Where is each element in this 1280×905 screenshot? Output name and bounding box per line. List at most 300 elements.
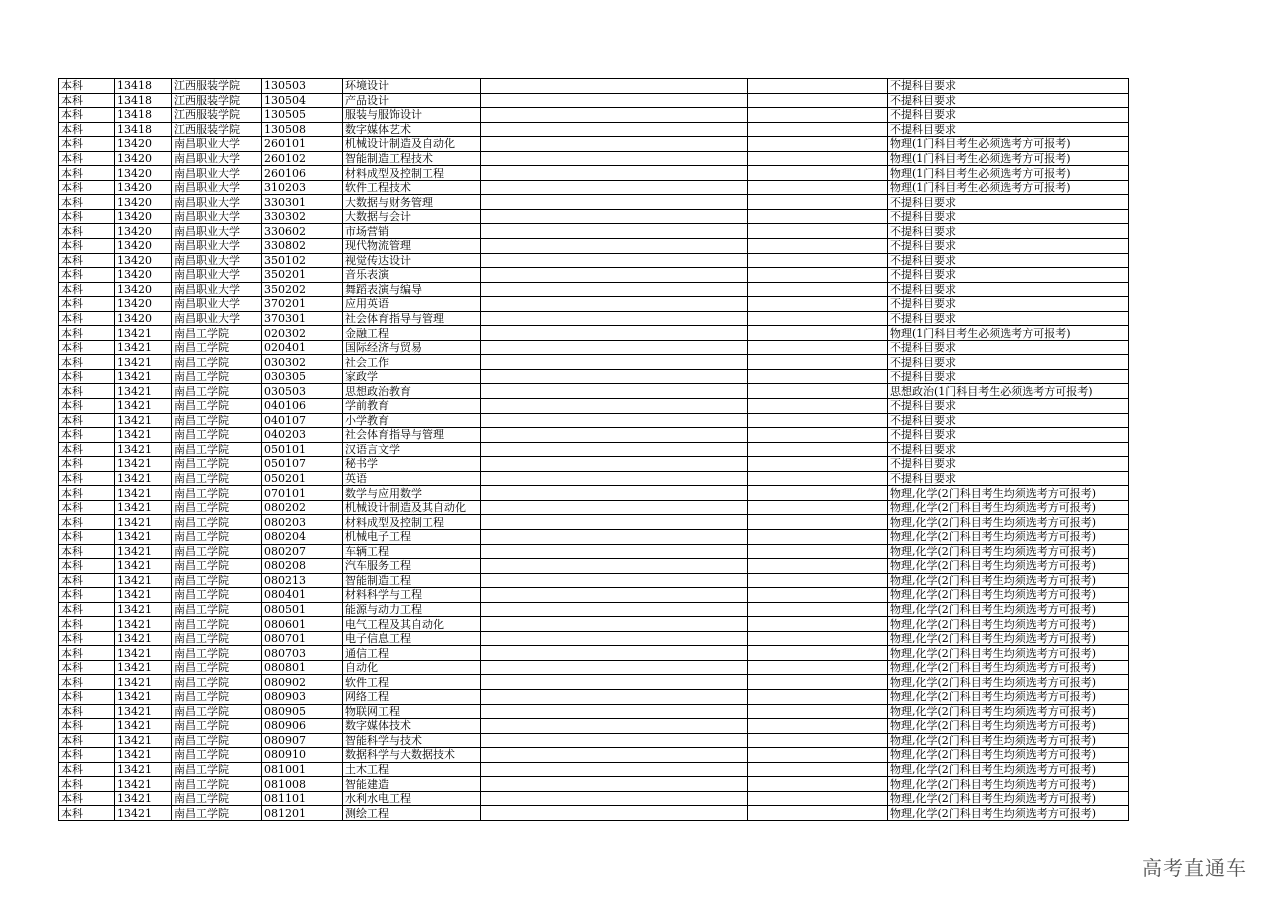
table-row bbox=[59, 777, 1129, 792]
note-cell bbox=[481, 733, 748, 748]
school-code-cell: 13421 bbox=[115, 384, 172, 399]
major-name-cell: 物联网工程 bbox=[343, 704, 481, 719]
major-code-cell: 081001 bbox=[262, 762, 343, 777]
note-cell bbox=[481, 486, 748, 501]
table-row bbox=[59, 399, 1129, 414]
major-code-cell: 080903 bbox=[262, 689, 343, 704]
school-code-cell: 13420 bbox=[115, 297, 172, 312]
remark-cell bbox=[748, 471, 888, 486]
school-code-cell: 13420 bbox=[115, 195, 172, 210]
major-code-cell: 040107 bbox=[262, 413, 343, 428]
subject-requirement-cell: 物理,化学(2门科目考生均须选考方可报考) bbox=[888, 806, 1129, 821]
table-row bbox=[59, 719, 1129, 734]
table-row bbox=[59, 442, 1129, 457]
school-name-cell: 南昌工学院 bbox=[172, 340, 262, 355]
major-name-cell: 服装与服饰设计 bbox=[343, 108, 481, 123]
school-name-cell: 南昌工学院 bbox=[172, 413, 262, 428]
table-row bbox=[59, 151, 1129, 166]
table-row bbox=[59, 79, 1129, 94]
school-code-cell: 13421 bbox=[115, 355, 172, 370]
school-code-cell: 13420 bbox=[115, 282, 172, 297]
major-name-cell: 社会体育指导与管理 bbox=[343, 428, 481, 443]
subject-requirement-cell: 物理,化学(2门科目考生均须选考方可报考) bbox=[888, 719, 1129, 734]
school-name-cell: 南昌职业大学 bbox=[172, 209, 262, 224]
major-code-cell: 330602 bbox=[262, 224, 343, 239]
major-name-cell: 机械设计制造及其自动化 bbox=[343, 500, 481, 515]
school-code-cell: 13421 bbox=[115, 719, 172, 734]
major-name-cell: 智能建造 bbox=[343, 777, 481, 792]
subject-requirement-cell: 物理,化学(2门科目考生均须选考方可报考) bbox=[888, 573, 1129, 588]
school-code-cell: 13420 bbox=[115, 239, 172, 254]
note-cell bbox=[481, 457, 748, 472]
school-code-cell: 13420 bbox=[115, 166, 172, 181]
school-code-cell: 13421 bbox=[115, 748, 172, 763]
school-code-cell: 13421 bbox=[115, 675, 172, 690]
major-name-cell: 材料科学与工程 bbox=[343, 588, 481, 603]
major-name-cell: 汉语言文学 bbox=[343, 442, 481, 457]
note-cell bbox=[481, 166, 748, 181]
school-name-cell: 南昌工学院 bbox=[172, 529, 262, 544]
note-cell bbox=[481, 500, 748, 515]
school-code-cell: 13421 bbox=[115, 602, 172, 617]
school-name-cell: 南昌工学院 bbox=[172, 369, 262, 384]
level-cell: 本科 bbox=[59, 733, 115, 748]
note-cell bbox=[481, 646, 748, 661]
table-row bbox=[59, 573, 1129, 588]
level-cell: 本科 bbox=[59, 471, 115, 486]
school-name-cell: 南昌工学院 bbox=[172, 500, 262, 515]
major-name-cell: 电气工程及其自动化 bbox=[343, 617, 481, 632]
level-cell: 本科 bbox=[59, 748, 115, 763]
remark-cell bbox=[748, 297, 888, 312]
school-name-cell: 南昌工学院 bbox=[172, 559, 262, 574]
level-cell: 本科 bbox=[59, 180, 115, 195]
major-code-cell: 080601 bbox=[262, 617, 343, 632]
remark-cell bbox=[748, 355, 888, 370]
table-row bbox=[59, 355, 1129, 370]
school-name-cell: 南昌工学院 bbox=[172, 355, 262, 370]
remark-cell bbox=[748, 777, 888, 792]
major-name-cell: 材料成型及控制工程 bbox=[343, 515, 481, 530]
school-code-cell: 13421 bbox=[115, 486, 172, 501]
major-name-cell: 软件工程 bbox=[343, 675, 481, 690]
table-row bbox=[59, 806, 1129, 821]
major-code-cell: 080902 bbox=[262, 675, 343, 690]
subject-requirement-cell: 物理,化学(2门科目考生均须选考方可报考) bbox=[888, 675, 1129, 690]
level-cell: 本科 bbox=[59, 428, 115, 443]
note-cell bbox=[481, 282, 748, 297]
major-name-cell: 市场营销 bbox=[343, 224, 481, 239]
major-name-cell: 汽车服务工程 bbox=[343, 559, 481, 574]
subject-requirement-cell: 不提科目要求 bbox=[888, 340, 1129, 355]
remark-cell bbox=[748, 733, 888, 748]
subject-requirement-cell: 物理,化学(2门科目考生均须选考方可报考) bbox=[888, 660, 1129, 675]
major-name-cell: 大数据与财务管理 bbox=[343, 195, 481, 210]
school-code-cell: 13421 bbox=[115, 326, 172, 341]
note-cell bbox=[481, 617, 748, 632]
level-cell: 本科 bbox=[59, 631, 115, 646]
major-code-cell: 080204 bbox=[262, 529, 343, 544]
level-cell: 本科 bbox=[59, 791, 115, 806]
major-name-cell: 通信工程 bbox=[343, 646, 481, 661]
major-name-cell: 能源与动力工程 bbox=[343, 602, 481, 617]
remark-cell bbox=[748, 137, 888, 152]
note-cell bbox=[481, 748, 748, 763]
school-name-cell: 南昌工学院 bbox=[172, 457, 262, 472]
table-row bbox=[59, 602, 1129, 617]
major-name-cell: 大数据与会计 bbox=[343, 209, 481, 224]
subject-requirement-cell: 物理,化学(2门科目考生均须选考方可报考) bbox=[888, 544, 1129, 559]
level-cell: 本科 bbox=[59, 239, 115, 254]
major-name-cell: 数字媒体艺术 bbox=[343, 122, 481, 137]
level-cell: 本科 bbox=[59, 108, 115, 123]
school-name-cell: 南昌职业大学 bbox=[172, 239, 262, 254]
table-row bbox=[59, 268, 1129, 283]
major-name-cell: 智能制造工程 bbox=[343, 573, 481, 588]
school-name-cell: 南昌工学院 bbox=[172, 602, 262, 617]
major-name-cell: 电子信息工程 bbox=[343, 631, 481, 646]
level-cell: 本科 bbox=[59, 529, 115, 544]
school-code-cell: 13421 bbox=[115, 791, 172, 806]
table-row bbox=[59, 413, 1129, 428]
school-name-cell: 南昌工学院 bbox=[172, 704, 262, 719]
school-code-cell: 13418 bbox=[115, 108, 172, 123]
table-row bbox=[59, 559, 1129, 574]
major-code-cell: 080907 bbox=[262, 733, 343, 748]
level-cell: 本科 bbox=[59, 137, 115, 152]
level-cell: 本科 bbox=[59, 544, 115, 559]
subject-requirement-cell: 物理,化学(2门科目考生均须选考方可报考) bbox=[888, 500, 1129, 515]
subject-requirement-cell: 物理,化学(2门科目考生均须选考方可报考) bbox=[888, 646, 1129, 661]
school-name-cell: 南昌工学院 bbox=[172, 573, 262, 588]
school-code-cell: 13421 bbox=[115, 646, 172, 661]
note-cell bbox=[481, 311, 748, 326]
major-code-cell: 080202 bbox=[262, 500, 343, 515]
note-cell bbox=[481, 719, 748, 734]
major-name-cell: 车辆工程 bbox=[343, 544, 481, 559]
school-code-cell: 13421 bbox=[115, 617, 172, 632]
school-code-cell: 13420 bbox=[115, 180, 172, 195]
remark-cell bbox=[748, 442, 888, 457]
major-code-cell: 330302 bbox=[262, 209, 343, 224]
table-row bbox=[59, 326, 1129, 341]
note-cell bbox=[481, 151, 748, 166]
note-cell bbox=[481, 762, 748, 777]
level-cell: 本科 bbox=[59, 340, 115, 355]
major-name-cell: 国际经济与贸易 bbox=[343, 340, 481, 355]
school-name-cell: 南昌工学院 bbox=[172, 326, 262, 341]
level-cell: 本科 bbox=[59, 282, 115, 297]
major-name-cell: 水利水电工程 bbox=[343, 791, 481, 806]
table-row bbox=[59, 108, 1129, 123]
table-row bbox=[59, 122, 1129, 137]
major-code-cell: 030503 bbox=[262, 384, 343, 399]
level-cell: 本科 bbox=[59, 573, 115, 588]
remark-cell bbox=[748, 268, 888, 283]
major-name-cell: 小学教育 bbox=[343, 413, 481, 428]
note-cell bbox=[481, 355, 748, 370]
remark-cell bbox=[748, 311, 888, 326]
school-code-cell: 13420 bbox=[115, 224, 172, 239]
level-cell: 本科 bbox=[59, 500, 115, 515]
table-row bbox=[59, 675, 1129, 690]
school-code-cell: 13421 bbox=[115, 442, 172, 457]
subject-requirement-cell: 不提科目要求 bbox=[888, 311, 1129, 326]
subject-requirement-cell: 物理,化学(2门科目考生均须选考方可报考) bbox=[888, 486, 1129, 501]
subject-requirement-cell: 不提科目要求 bbox=[888, 457, 1129, 472]
remark-cell bbox=[748, 791, 888, 806]
note-cell bbox=[481, 515, 748, 530]
school-name-cell: 南昌工学院 bbox=[172, 515, 262, 530]
table-row bbox=[59, 529, 1129, 544]
school-name-cell: 南昌职业大学 bbox=[172, 151, 262, 166]
table-row bbox=[59, 93, 1129, 108]
major-name-cell: 家政学 bbox=[343, 369, 481, 384]
major-code-cell: 260102 bbox=[262, 151, 343, 166]
level-cell: 本科 bbox=[59, 399, 115, 414]
school-name-cell: 南昌职业大学 bbox=[172, 268, 262, 283]
subject-requirements-table bbox=[58, 78, 1129, 821]
remark-cell bbox=[748, 413, 888, 428]
table-row bbox=[59, 588, 1129, 603]
major-name-cell: 土木工程 bbox=[343, 762, 481, 777]
note-cell bbox=[481, 573, 748, 588]
table-row bbox=[59, 384, 1129, 399]
school-code-cell: 13421 bbox=[115, 631, 172, 646]
remark-cell bbox=[748, 195, 888, 210]
major-name-cell: 思想政治教育 bbox=[343, 384, 481, 399]
subject-requirement-cell: 物理,化学(2门科目考生均须选考方可报考) bbox=[888, 515, 1129, 530]
school-code-cell: 13418 bbox=[115, 79, 172, 94]
major-code-cell: 040203 bbox=[262, 428, 343, 443]
subject-requirement-cell: 物理(1门科目考生必须选考方可报考) bbox=[888, 137, 1129, 152]
school-code-cell: 13420 bbox=[115, 209, 172, 224]
note-cell bbox=[481, 806, 748, 821]
major-code-cell: 080701 bbox=[262, 631, 343, 646]
level-cell: 本科 bbox=[59, 486, 115, 501]
school-code-cell: 13421 bbox=[115, 457, 172, 472]
major-code-cell: 050201 bbox=[262, 471, 343, 486]
subject-requirement-cell: 不提科目要求 bbox=[888, 282, 1129, 297]
level-cell: 本科 bbox=[59, 515, 115, 530]
table-row bbox=[59, 180, 1129, 195]
note-cell bbox=[481, 442, 748, 457]
subject-requirement-cell: 不提科目要求 bbox=[888, 93, 1129, 108]
school-code-cell: 13421 bbox=[115, 689, 172, 704]
major-name-cell: 环境设计 bbox=[343, 79, 481, 94]
note-cell bbox=[481, 791, 748, 806]
major-code-cell: 080208 bbox=[262, 559, 343, 574]
table-row bbox=[59, 457, 1129, 472]
subject-requirement-cell: 不提科目要求 bbox=[888, 442, 1129, 457]
subject-requirement-cell: 物理,化学(2门科目考生均须选考方可报考) bbox=[888, 748, 1129, 763]
note-cell bbox=[481, 399, 748, 414]
table-row bbox=[59, 253, 1129, 268]
subject-requirement-cell: 不提科目要求 bbox=[888, 268, 1129, 283]
level-cell: 本科 bbox=[59, 413, 115, 428]
school-code-cell: 13421 bbox=[115, 588, 172, 603]
major-code-cell: 050107 bbox=[262, 457, 343, 472]
subject-requirement-cell: 不提科目要求 bbox=[888, 122, 1129, 137]
major-code-cell: 080905 bbox=[262, 704, 343, 719]
school-code-cell: 13421 bbox=[115, 515, 172, 530]
remark-cell bbox=[748, 239, 888, 254]
major-code-cell: 081101 bbox=[262, 791, 343, 806]
level-cell: 本科 bbox=[59, 93, 115, 108]
remark-cell bbox=[748, 559, 888, 574]
school-name-cell: 南昌工学院 bbox=[172, 588, 262, 603]
subject-requirement-cell: 物理,化学(2门科目考生均须选考方可报考) bbox=[888, 631, 1129, 646]
remark-cell bbox=[748, 529, 888, 544]
table-row bbox=[59, 209, 1129, 224]
remark-cell bbox=[748, 457, 888, 472]
remark-cell bbox=[748, 675, 888, 690]
school-code-cell: 13421 bbox=[115, 399, 172, 414]
school-code-cell: 13421 bbox=[115, 573, 172, 588]
school-name-cell: 南昌职业大学 bbox=[172, 253, 262, 268]
remark-cell bbox=[748, 602, 888, 617]
note-cell bbox=[481, 180, 748, 195]
major-name-cell: 社会体育指导与管理 bbox=[343, 311, 481, 326]
major-name-cell: 音乐表演 bbox=[343, 268, 481, 283]
major-name-cell: 智能制造工程技术 bbox=[343, 151, 481, 166]
major-code-cell: 310203 bbox=[262, 180, 343, 195]
major-code-cell: 330802 bbox=[262, 239, 343, 254]
table-row bbox=[59, 500, 1129, 515]
school-code-cell: 13421 bbox=[115, 704, 172, 719]
note-cell bbox=[481, 340, 748, 355]
table-row bbox=[59, 340, 1129, 355]
school-name-cell: 南昌工学院 bbox=[172, 733, 262, 748]
major-code-cell: 040106 bbox=[262, 399, 343, 414]
table-row bbox=[59, 239, 1129, 254]
school-name-cell: 南昌职业大学 bbox=[172, 311, 262, 326]
major-code-cell: 081008 bbox=[262, 777, 343, 792]
school-name-cell: 南昌工学院 bbox=[172, 806, 262, 821]
school-code-cell: 13421 bbox=[115, 559, 172, 574]
level-cell: 本科 bbox=[59, 166, 115, 181]
major-code-cell: 080501 bbox=[262, 602, 343, 617]
table-row bbox=[59, 471, 1129, 486]
level-cell: 本科 bbox=[59, 297, 115, 312]
table-row bbox=[59, 297, 1129, 312]
table-row bbox=[59, 311, 1129, 326]
school-code-cell: 13420 bbox=[115, 268, 172, 283]
table-row bbox=[59, 195, 1129, 210]
major-name-cell: 软件工程技术 bbox=[343, 180, 481, 195]
remark-cell bbox=[748, 544, 888, 559]
table-row bbox=[59, 544, 1129, 559]
remark-cell bbox=[748, 719, 888, 734]
school-name-cell: 南昌工学院 bbox=[172, 675, 262, 690]
watermark-logo: 高考直通车 bbox=[1142, 856, 1247, 880]
subject-requirement-cell: 不提科目要求 bbox=[888, 471, 1129, 486]
remark-cell bbox=[748, 646, 888, 661]
major-name-cell: 产品设计 bbox=[343, 93, 481, 108]
table-row bbox=[59, 762, 1129, 777]
major-code-cell: 130503 bbox=[262, 79, 343, 94]
table-row bbox=[59, 660, 1129, 675]
major-name-cell: 社会工作 bbox=[343, 355, 481, 370]
remark-cell bbox=[748, 224, 888, 239]
note-cell bbox=[481, 602, 748, 617]
note-cell bbox=[481, 108, 748, 123]
level-cell: 本科 bbox=[59, 311, 115, 326]
major-code-cell: 030305 bbox=[262, 369, 343, 384]
table-row bbox=[59, 282, 1129, 297]
school-name-cell: 江西服装学院 bbox=[172, 122, 262, 137]
school-name-cell: 南昌工学院 bbox=[172, 762, 262, 777]
remark-cell bbox=[748, 689, 888, 704]
subject-requirement-cell: 物理(1门科目考生必须选考方可报考) bbox=[888, 166, 1129, 181]
school-name-cell: 南昌工学院 bbox=[172, 791, 262, 806]
table-row bbox=[59, 748, 1129, 763]
major-code-cell: 080207 bbox=[262, 544, 343, 559]
subject-requirement-cell: 物理,化学(2门科目考生均须选考方可报考) bbox=[888, 602, 1129, 617]
remark-cell bbox=[748, 588, 888, 603]
major-code-cell: 081201 bbox=[262, 806, 343, 821]
table-row bbox=[59, 428, 1129, 443]
school-name-cell: 江西服装学院 bbox=[172, 93, 262, 108]
major-code-cell: 080213 bbox=[262, 573, 343, 588]
major-code-cell: 370301 bbox=[262, 311, 343, 326]
school-code-cell: 13420 bbox=[115, 151, 172, 166]
major-code-cell: 020302 bbox=[262, 326, 343, 341]
major-code-cell: 080906 bbox=[262, 719, 343, 734]
major-name-cell: 应用英语 bbox=[343, 297, 481, 312]
table-row bbox=[59, 515, 1129, 530]
table-row bbox=[59, 631, 1129, 646]
major-code-cell: 050101 bbox=[262, 442, 343, 457]
subject-requirement-cell: 思想政治(1门科目考生必须选考方可报考) bbox=[888, 384, 1129, 399]
major-code-cell: 130504 bbox=[262, 93, 343, 108]
table-row bbox=[59, 224, 1129, 239]
level-cell: 本科 bbox=[59, 719, 115, 734]
major-name-cell: 学前教育 bbox=[343, 399, 481, 414]
level-cell: 本科 bbox=[59, 617, 115, 632]
note-cell bbox=[481, 195, 748, 210]
level-cell: 本科 bbox=[59, 326, 115, 341]
remark-cell bbox=[748, 806, 888, 821]
school-name-cell: 南昌工学院 bbox=[172, 399, 262, 414]
remark-cell bbox=[748, 253, 888, 268]
note-cell bbox=[481, 369, 748, 384]
major-code-cell: 070101 bbox=[262, 486, 343, 501]
note-cell bbox=[481, 777, 748, 792]
school-name-cell: 南昌工学院 bbox=[172, 777, 262, 792]
school-name-cell: 南昌职业大学 bbox=[172, 137, 262, 152]
subject-requirement-cell: 不提科目要求 bbox=[888, 108, 1129, 123]
school-code-cell: 13421 bbox=[115, 340, 172, 355]
level-cell: 本科 bbox=[59, 151, 115, 166]
major-code-cell: 020401 bbox=[262, 340, 343, 355]
subject-requirement-cell: 物理(1门科目考生必须选考方可报考) bbox=[888, 180, 1129, 195]
remark-cell bbox=[748, 486, 888, 501]
major-code-cell: 130505 bbox=[262, 108, 343, 123]
remark-cell bbox=[748, 617, 888, 632]
major-name-cell: 数学与应用数学 bbox=[343, 486, 481, 501]
major-code-cell: 260101 bbox=[262, 137, 343, 152]
table-row bbox=[59, 689, 1129, 704]
major-name-cell: 视觉传达设计 bbox=[343, 253, 481, 268]
major-name-cell: 材料成型及控制工程 bbox=[343, 166, 481, 181]
remark-cell bbox=[748, 79, 888, 94]
note-cell bbox=[481, 122, 748, 137]
note-cell bbox=[481, 428, 748, 443]
school-name-cell: 江西服装学院 bbox=[172, 79, 262, 94]
subject-requirement-cell: 物理(1门科目考生必须选考方可报考) bbox=[888, 326, 1129, 341]
level-cell: 本科 bbox=[59, 559, 115, 574]
